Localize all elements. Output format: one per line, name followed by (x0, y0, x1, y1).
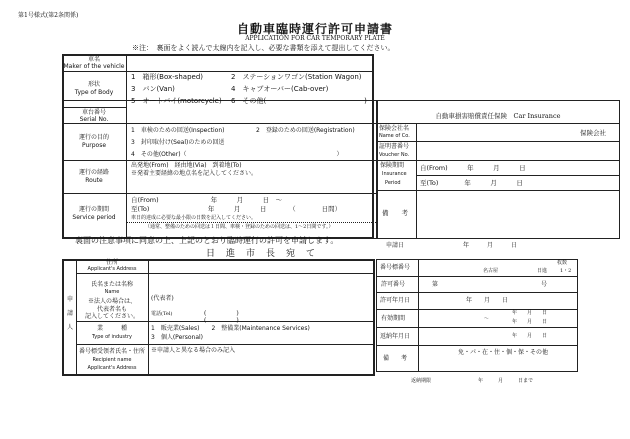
valid-period-label: 有効期間 (381, 315, 406, 322)
insurance-period-label-en-1: Insurance (382, 171, 407, 177)
instructions-note: ※注： 裏面をよく読んで太線内を記入し、必要な書類を添えて提出してください。 (132, 44, 395, 52)
recipient-label: 番号標受領者氏名・住所 (78, 348, 145, 355)
valid-period-start: 年 月 日 (512, 310, 548, 316)
insurance-period-label: 保険期間 (380, 162, 405, 169)
permit-number-prefix: 第 (432, 281, 439, 288)
voucher-label-en: Voucher No. (379, 152, 410, 158)
vehicle-name-field[interactable] (128, 56, 372, 70)
return-deadline-label: 返納期限 (411, 378, 432, 384)
tel-number-paren: ( ) (204, 317, 239, 324)
serial-number-field[interactable] (128, 109, 374, 122)
permit-number-suffix: 号 (541, 281, 548, 288)
route-line-1[interactable]: 出発地(From) 経由地(Via) 到着地(To) (131, 162, 242, 169)
insurance-period-from[interactable]: 自(From) 年 月 日 (420, 164, 526, 172)
return-deadline-value: 年 月 日まで (478, 378, 534, 384)
insurance-period-label-en-2: Period (385, 180, 401, 186)
office-remarks-value: 免・パ・在・住・個・保・その他 (458, 349, 549, 356)
period-note-1: 車日的達成に必要な最小限の日数を記入してください。 (131, 215, 257, 221)
route-label-en: Route (85, 177, 103, 184)
permit-date-label: 許可年月日 (380, 297, 411, 304)
purpose-label-en: Purpose (81, 142, 107, 149)
serial-label-en: Serial No. (79, 116, 109, 123)
return-date-label: 返納年月日 (380, 333, 411, 340)
voucher-label: 証明書番号 (379, 143, 410, 150)
office-remarks-label: 備 考 (383, 355, 408, 362)
body-type-label-en: Type of Body (74, 89, 114, 96)
purpose-option-4[interactable]: 4 その他(Other)（ ） (131, 151, 343, 158)
tel-label: 電話(Tel) (151, 311, 173, 317)
recipient-label-en-1: Recipient name (92, 357, 132, 363)
applicant-side-label: 申 請 人 (66, 296, 80, 331)
body-type-option-6[interactable]: 6 その他( ) (231, 97, 367, 105)
corporate-note-1: ※法人の場合は、 (87, 298, 136, 305)
body-type-option-2[interactable]: 2 ステーションワゴン(Station Wagon) (231, 73, 362, 81)
voucher-number-field[interactable] (418, 143, 618, 158)
insurance-company-label: 保険会社名 (379, 125, 410, 132)
insurance-remarks-field[interactable] (418, 193, 618, 237)
vehicle-name-label-en: Maker of the vehicle (63, 63, 125, 70)
industry-label-en: Type of industry (92, 334, 132, 340)
period-note-2: （通常、整備のための回送は１日間、車検・登録のための回送は、1～2日間です。） (145, 224, 334, 230)
period-from[interactable]: 自(From) 年 月 日 ～ (131, 196, 283, 204)
name-label-en: Name (104, 289, 120, 295)
recipient-label-en-2: Applicant's Address (87, 365, 137, 371)
vehicle-name-label: 車名 (87, 56, 100, 63)
insurance-company-suffix: 保険会社 (580, 129, 606, 137)
recipient-note: ※申請人と異なる場合のみ記入 (151, 347, 236, 354)
body-type-option-4[interactable]: 4 キャブオーバー(Cab-over) (231, 85, 329, 93)
insurance-period-to[interactable]: 至(To) 年 月 日 (420, 179, 523, 187)
tel-area-paren: ( ) (204, 310, 239, 317)
page-title: 自動車臨時運行許可申請書 (236, 22, 393, 36)
permit-number-label: 許可番号 (381, 281, 406, 288)
body-type-option-5[interactable]: 5 オートバイ(motorcycle) (131, 97, 222, 105)
valid-period-end: 年 月 日 (512, 319, 548, 325)
name-label: 氏名または名称 (90, 281, 133, 288)
permit-date-value: 年 月 日 (466, 297, 509, 304)
insurance-company-field[interactable] (418, 125, 578, 139)
agreement-statement: 裏面の注意事項に同意の上、上記のとおり臨時運行の許可を申請します。 (75, 236, 339, 245)
addressee: 日 進 市 長 宛 て (206, 249, 317, 259)
form-number: 第1号様式(第2条関係) (18, 12, 79, 19)
applicant-address-field[interactable] (150, 261, 373, 272)
serial-label: 車台番号 (81, 109, 106, 116)
period-label: 運行の期間 (78, 206, 109, 213)
industry-options-1-2[interactable]: 1 販売業(Sales) 2 整備業(Maintenance Services) (151, 325, 310, 332)
plate-count-label: 枚数 (557, 260, 568, 266)
insurance-company-label-en: Name of Co. (379, 133, 410, 139)
plate-class: 日進 (537, 268, 548, 274)
route-line-2: ※発着主要経緯の地点名を記入してください。 (131, 170, 258, 177)
purpose-option-2[interactable]: 2 登録のための回送(Registration) (256, 127, 355, 134)
purpose-option-1[interactable]: 1 車検のための回送(Inspection) (131, 127, 225, 134)
address-label-en: Applicant's Address (87, 266, 137, 272)
plate-number-label: 番号標番号 (380, 264, 411, 271)
apply-date-label: 申請日 (386, 242, 405, 249)
period-to[interactable]: 至(To) 年 月 日 （ 日間） (131, 205, 342, 213)
plate-range: 1・2 (560, 268, 572, 274)
corporate-note-3: 記入してください。 (84, 313, 139, 320)
representative-label: (代表者) (151, 295, 174, 302)
body-type-option-1[interactable]: 1 箱形(Box-shaped) (131, 73, 204, 81)
recipient-field[interactable] (150, 355, 373, 374)
insurance-header: 自動車損害賠償責任保険 Car Insurance (435, 112, 561, 120)
corporate-note-2: 代表者名も (96, 306, 127, 313)
insurance-remarks-label: 備 考 (382, 209, 408, 217)
applicant-name-field[interactable] (150, 275, 373, 293)
valid-period-tilde: ～ (484, 316, 490, 322)
body-type-option-3[interactable]: 3 バン(Van) (131, 85, 175, 93)
page-subtitle: APPLICATION FOR CAR TEMPORARY PLATE (245, 35, 385, 42)
period-label-en: Service period (72, 214, 116, 221)
industry-option-3[interactable]: 3 個人(Personal) (151, 334, 204, 341)
route-label: 運行の経路 (78, 169, 109, 176)
apply-date-value: 年 月 日 (463, 242, 518, 249)
purpose-label: 運行の目的 (78, 134, 109, 141)
plate-city: 名古屋 (483, 268, 499, 274)
return-date-value: 年 月 日 (512, 333, 548, 339)
purpose-option-3[interactable]: 3 封印取付け(Seal)のための回送 (131, 139, 225, 146)
industry-label: 業 種 (96, 325, 127, 332)
address-label: 住所 (105, 259, 118, 266)
body-type-label: 形状 (87, 81, 100, 88)
